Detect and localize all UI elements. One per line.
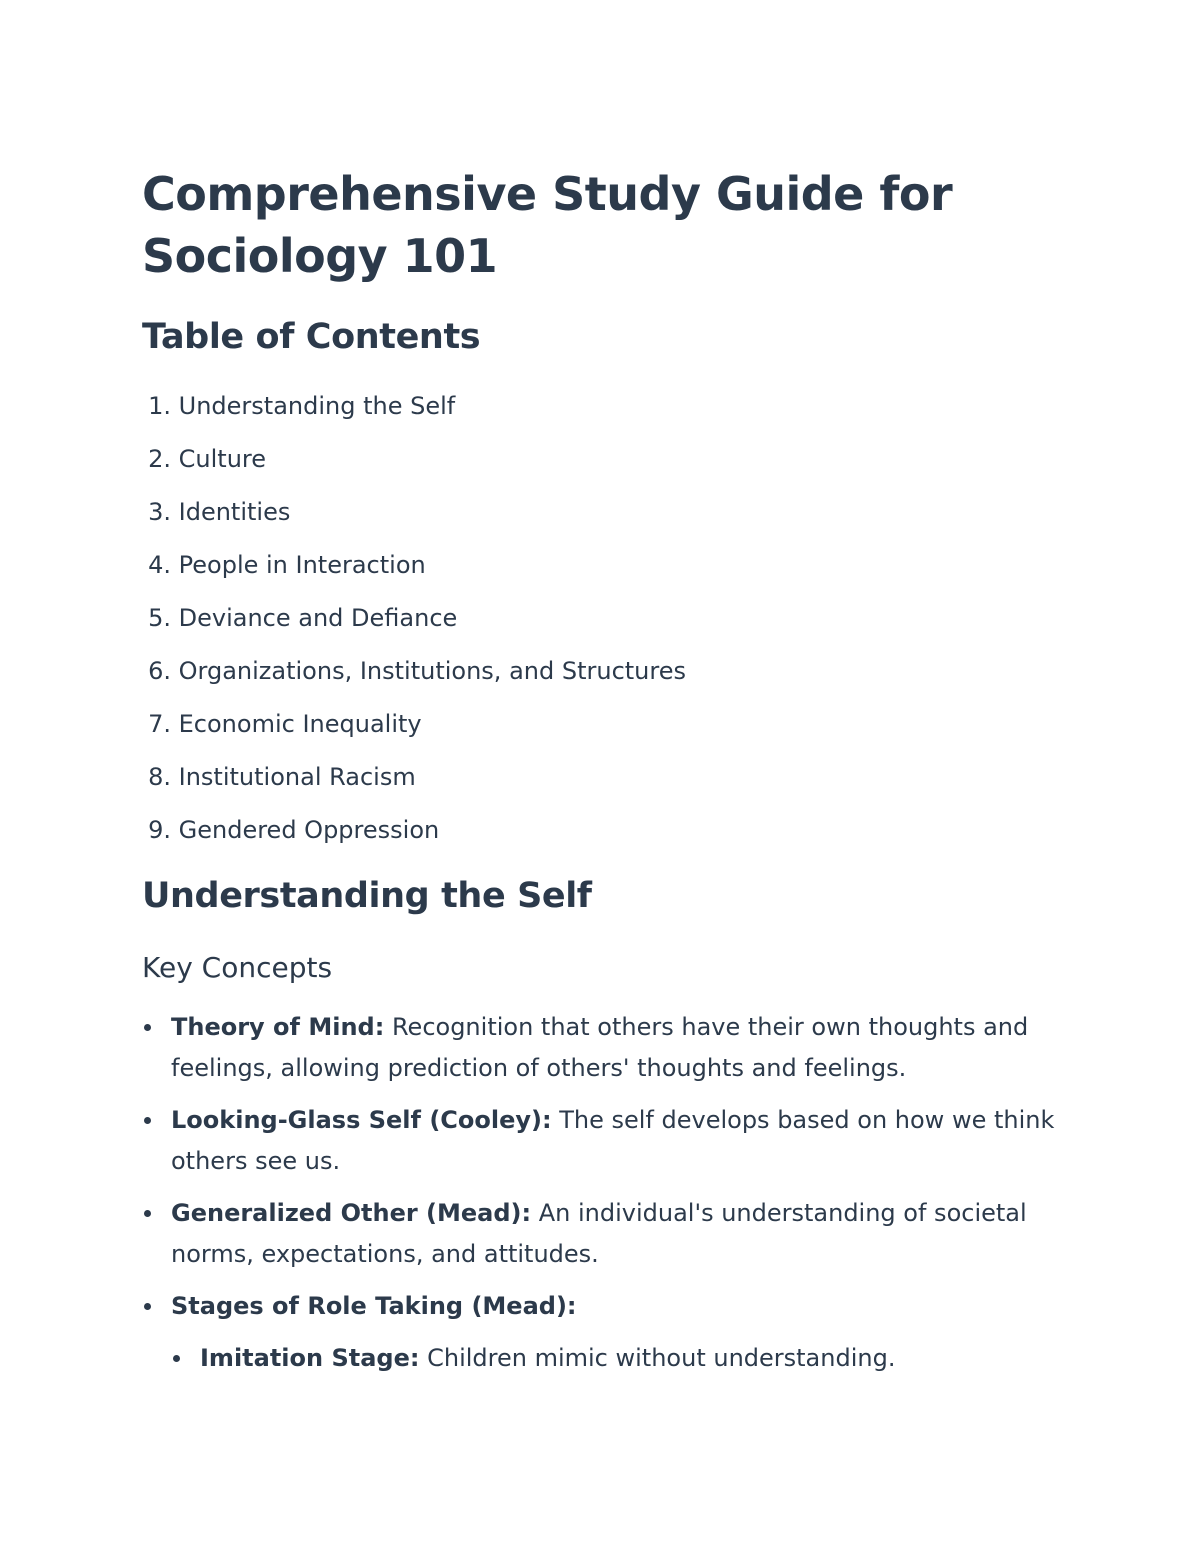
concept-definition: The self develops based on how we think others see us.	[171, 1106, 1055, 1175]
section-heading: Understanding the Self	[142, 876, 592, 916]
toc-item-label: Understanding the Self	[178, 392, 456, 420]
toc-item	[142, 544, 686, 597]
concept-term: Stages of Role Taking (Mead):	[171, 1292, 577, 1320]
toc-item-number: 1.	[148, 392, 171, 420]
toc-item-number: 7.	[148, 710, 171, 738]
toc-item	[142, 650, 686, 703]
toc-heading: Table of Contents	[142, 317, 481, 357]
toc-item-number: 5.	[148, 604, 171, 632]
toc-item-label: Economic Inequality	[178, 710, 422, 738]
key-concepts-list	[142, 1007, 1062, 1390]
toc-item	[142, 597, 686, 650]
concept-definition: Recognition that others have their own thoughts and feelings, allowing prediction of others' thoughts and feelings.	[171, 1013, 1029, 1082]
toc-item-label: Culture	[178, 445, 267, 473]
concept-item	[142, 1193, 1062, 1275]
toc-item-label: Gendered Oppression	[178, 816, 440, 844]
concept-definition: Children mimic without understanding.	[419, 1344, 896, 1372]
concept-item	[142, 1100, 1062, 1182]
toc-item-number: 4.	[148, 551, 171, 579]
concept-item	[142, 1286, 1062, 1379]
document-title: Comprehensive Study Guide for Sociology 101	[142, 167, 953, 283]
toc-item-number: 6.	[148, 657, 171, 685]
toc-item-label: Deviance and Defiance	[178, 604, 458, 632]
concept-term: Generalized Other (Mead):	[171, 1199, 532, 1227]
toc-item	[142, 491, 686, 544]
bullet-icon	[144, 1024, 151, 1031]
concept-definition: An individual's understanding of societal norms, expectations, and attitudes.	[171, 1199, 1027, 1268]
bullet-icon	[173, 1355, 180, 1362]
concept-item	[142, 1007, 1062, 1089]
toc-item-label: Identities	[178, 498, 291, 526]
toc-item-number: 8.	[148, 763, 171, 791]
toc-item	[142, 703, 686, 756]
bullet-icon	[144, 1210, 151, 1217]
bullet-icon	[144, 1303, 151, 1310]
sub-concepts-list	[171, 1338, 1062, 1379]
toc-item-number: 3.	[148, 498, 171, 526]
table-of-contents	[142, 385, 686, 862]
toc-item	[142, 385, 686, 438]
key-concepts-heading: Key Concepts	[142, 951, 333, 984]
toc-item-label: Organizations, Institutions, and Structures	[178, 657, 686, 685]
concept-term: Theory of Mind:	[171, 1013, 385, 1041]
concept-term: Imitation Stage:	[200, 1344, 420, 1372]
toc-item-label: Institutional Racism	[178, 763, 416, 791]
sub-concept-item	[171, 1338, 1062, 1379]
toc-item-number: 2.	[148, 445, 171, 473]
toc-item	[142, 809, 686, 862]
toc-item-label: People in Interaction	[178, 551, 426, 579]
toc-item	[142, 438, 686, 491]
toc-item-number: 9.	[148, 816, 171, 844]
concept-term: Looking-Glass Self (Cooley):	[171, 1106, 552, 1134]
toc-item	[142, 756, 686, 809]
bullet-icon	[144, 1117, 151, 1124]
